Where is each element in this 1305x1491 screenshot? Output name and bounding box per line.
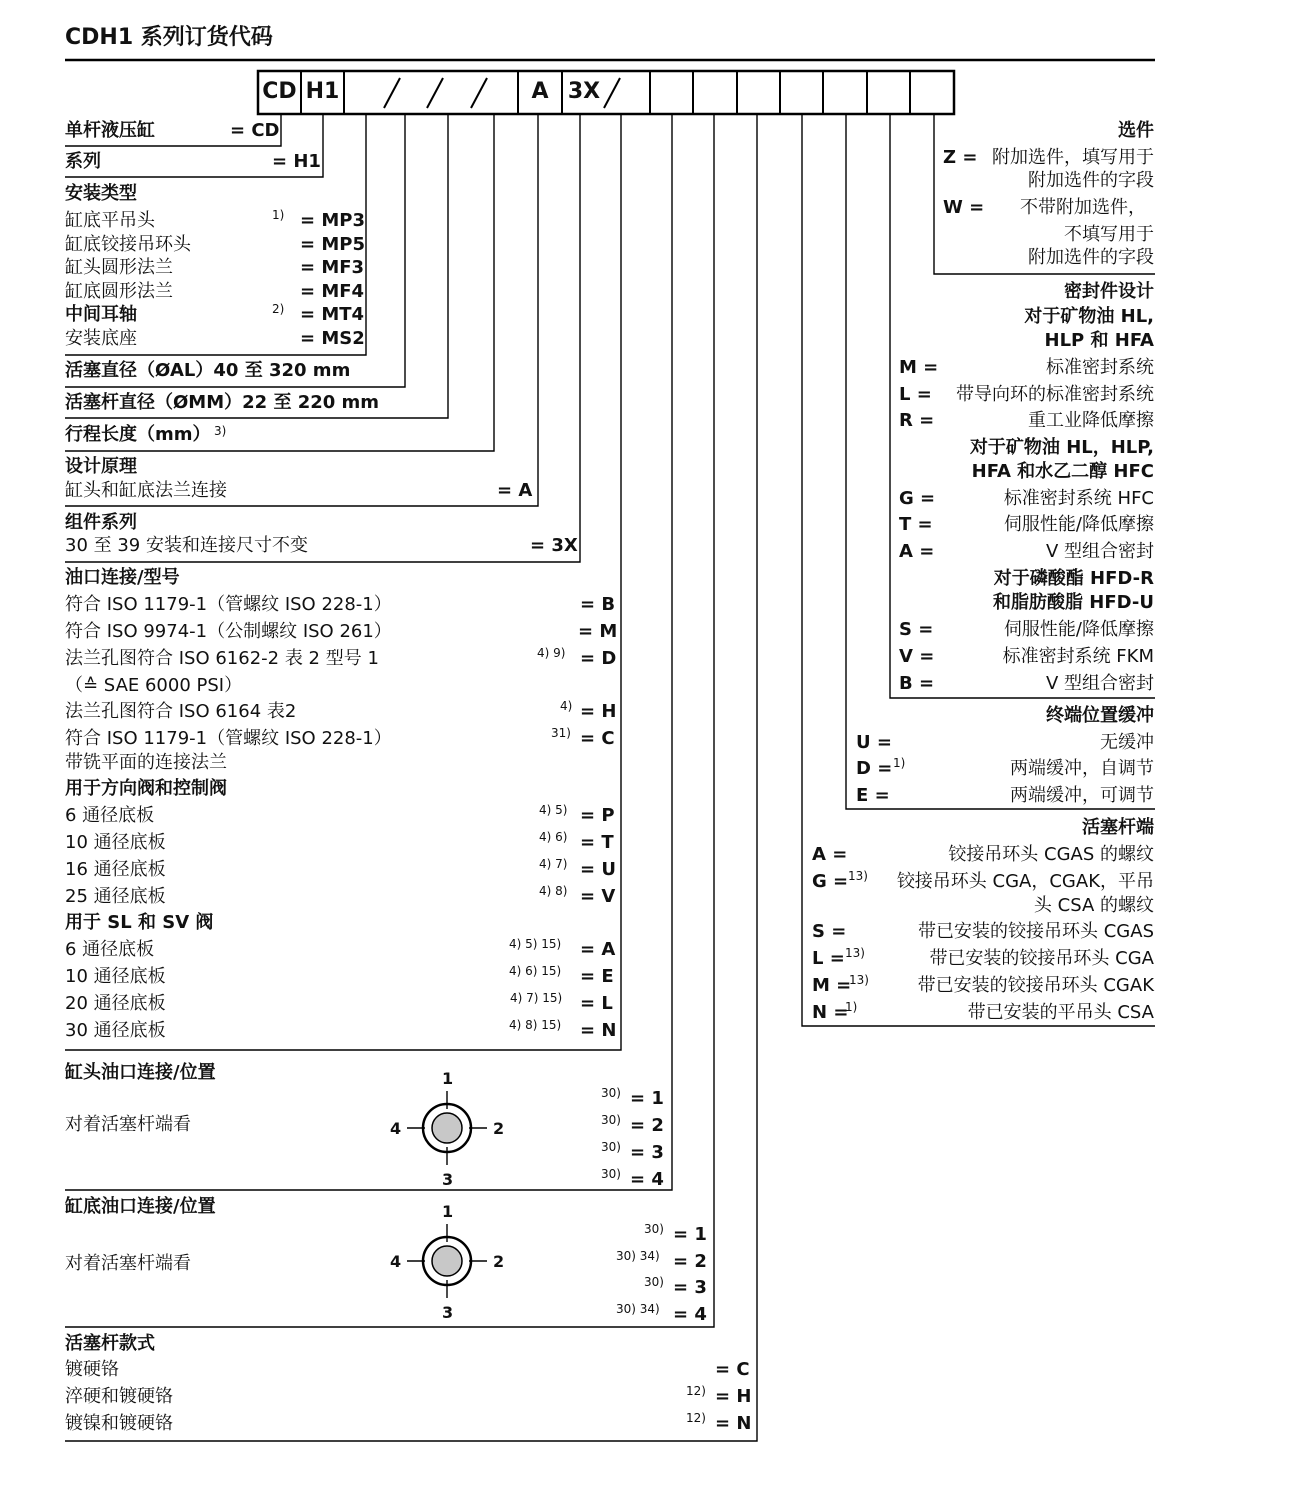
mounting-heading: 安装类型	[65, 183, 137, 204]
rod-end-code: S =	[812, 921, 847, 942]
seal-sub-heading: 对于矿物油 HL,	[1024, 306, 1154, 327]
rod-end-code: A =	[812, 844, 848, 865]
component-label: 30 至 39 安装和连接尺寸不变	[65, 535, 308, 556]
ports-code: = M	[578, 621, 618, 642]
seal-text: 重工业降低摩擦	[1028, 410, 1154, 431]
option-w-text: 附加选件的字段	[1028, 247, 1154, 268]
cushion-note: 1)	[893, 756, 906, 770]
mounting-label: 安装底座	[65, 328, 137, 349]
seal-text: 标准密封系统 FKM	[1002, 646, 1154, 667]
rod-version-code: = H	[715, 1386, 752, 1407]
mounting-code: = MP5	[300, 234, 365, 255]
base-port-position-2: 2	[493, 1252, 505, 1271]
rod-version-label: 淬硬和镀硬铬	[65, 1386, 173, 1407]
seal-code: L =	[899, 384, 932, 405]
head-port-position-4: 4	[390, 1119, 402, 1138]
head-port-code: = 4	[630, 1169, 664, 1190]
rod-end-note: 1)	[845, 1000, 858, 1014]
ports-code: = E	[580, 966, 614, 987]
ports-label: 符合 ISO 1179-1（管螺纹 ISO 228-1）	[65, 728, 392, 749]
mounting-code: = MF3	[300, 257, 365, 278]
seal-code: G =	[899, 488, 936, 509]
ports-label: 法兰孔图符合 ISO 6164 表2	[65, 701, 297, 722]
piston-diameter: 活塞直径（ØAL）40 至 320 mm	[65, 360, 351, 381]
head-port-position-3: 3	[442, 1170, 454, 1189]
ports-label: 6 通径底板	[65, 805, 155, 826]
ports-code: = A	[580, 939, 616, 960]
seal-code: T =	[899, 514, 933, 535]
seal-code: V =	[899, 646, 935, 667]
single-rod-label: 单杆液压缸	[65, 120, 155, 141]
option-z-text: 附加选件，填写用于	[992, 147, 1154, 168]
seal-text: 标准密封系统 HFC	[1003, 488, 1154, 509]
base-port-heading: 缸底油口连接/位置	[65, 1196, 216, 1217]
mounting-note: 2)	[272, 302, 285, 316]
seal-code: M =	[899, 357, 939, 378]
ports-label: 16 通径底板	[65, 859, 166, 880]
ports-note: 4) 6) 15)	[509, 964, 562, 978]
base-port-code: = 1	[673, 1224, 707, 1245]
mounting-label: 中间耳轴	[65, 304, 137, 325]
ports-note: 4) 5) 15)	[509, 937, 562, 951]
option-w-text: 不带附加选件，	[1020, 197, 1146, 218]
base-port-position-4: 4	[390, 1252, 402, 1271]
base-port-note: 30)	[644, 1275, 664, 1289]
mounting-code: = MS2	[300, 328, 365, 349]
rod-diameter: 活塞杆直径（ØMM）22 至 220 mm	[65, 392, 380, 413]
base-port-code: = 2	[673, 1251, 707, 1272]
seal-code: R =	[899, 410, 935, 431]
rod-version-note: 12)	[686, 1384, 706, 1398]
seal-sub-heading: 对于矿物油 HL，HLP,	[969, 437, 1154, 458]
head-port-note: 30)	[601, 1086, 621, 1100]
ports-label: 25 通径底板	[65, 886, 166, 907]
ports-label: 符合 ISO 1179-1（管螺纹 ISO 228-1）	[65, 594, 392, 615]
rod-end-text: 带已安装的铰接吊环头 CGAS	[918, 921, 1154, 942]
seal-sub-heading: HFA 和水乙二醇 HFC	[971, 461, 1154, 482]
seal-text: 标准密封系统	[1046, 357, 1154, 378]
head-port-position-2: 2	[493, 1119, 505, 1138]
ports-label: 符合 ISO 9974-1（公制螺纹 ISO 261）	[65, 621, 392, 642]
rod-end-text: 头 CSA 的螺纹	[1033, 895, 1154, 916]
ports-label: （≙ SAE 6000 PSI）	[65, 675, 243, 696]
ports-code: = B	[580, 594, 616, 615]
head-port-code: = 1	[630, 1088, 664, 1109]
head-port-position-1: 1	[442, 1069, 454, 1088]
cushion-code: E =	[856, 785, 890, 806]
option-w-code: W =	[943, 197, 985, 218]
code-cell-cd: CD	[262, 79, 297, 104]
ports-label: 法兰孔图符合 ISO 6162-2 表 2 型号 1	[65, 648, 379, 669]
mounting-label: 缸底平吊头	[65, 210, 155, 231]
ports-note: 4) 5)	[539, 803, 568, 817]
stroke-length: 行程长度（mm）	[65, 424, 211, 445]
rod-end-code: L =	[812, 948, 845, 969]
base-port-position-1: 1	[442, 1202, 454, 1221]
seal-sub-heading: 和脂肪酸脂 HFD-U	[993, 592, 1154, 613]
series-code: = H1	[272, 151, 321, 172]
mounting-code: = MP3	[300, 210, 365, 231]
rod-end-note: 13)	[849, 973, 869, 987]
ports-code: = H	[580, 701, 617, 722]
ports-note: 4)	[560, 699, 573, 713]
options-heading: 选件	[1118, 120, 1154, 141]
option-z-code: Z =	[943, 147, 978, 168]
single-rod-code: = CD	[230, 120, 280, 141]
seal-sub-heading: HLP 和 HFA	[1044, 330, 1154, 351]
design-code: = A	[497, 480, 533, 501]
ports-label: 30 通径底板	[65, 1020, 166, 1041]
rod-version-label: 镀镍和镀硬铬	[65, 1413, 173, 1434]
stroke-note: 3)	[214, 424, 227, 438]
base-port-note: 30)	[644, 1222, 664, 1236]
seal-text: 伺服性能/降低摩擦	[1003, 514, 1154, 535]
rod-end-text: 带已安装的铰接吊环头 CGA	[929, 948, 1154, 969]
rod-version-code: = N	[715, 1413, 752, 1434]
mounting-label: 缸头圆形法兰	[65, 257, 173, 278]
mounting-note: 1)	[272, 208, 285, 222]
ports-code: = C	[580, 728, 615, 749]
seal-code: B =	[899, 673, 935, 694]
ports-code: = N	[580, 1020, 617, 1041]
rod-version-heading: 活塞杆款式	[65, 1333, 155, 1354]
cushion-heading: 终端位置缓冲	[1046, 705, 1154, 726]
cushion-text: 两端缓冲，可调节	[1010, 785, 1154, 806]
head-port-code: = 2	[630, 1115, 664, 1136]
mounting-code: = MF4	[300, 281, 365, 302]
ports-code: = U	[580, 859, 616, 880]
base-port-code: = 4	[673, 1304, 707, 1325]
rod-version-code: = C	[715, 1359, 750, 1380]
design-label: 缸头和缸底法兰连接	[65, 480, 227, 501]
seal-code: A =	[899, 541, 935, 562]
ports-label: 10 通径底板	[65, 966, 166, 987]
cushion-text: 两端缓冲，自调节	[1010, 758, 1154, 779]
option-z-text: 附加选件的字段	[1028, 170, 1154, 191]
ports-sub-heading: 用于 SL 和 SV 阀	[65, 912, 214, 933]
mounting-code: = MT4	[300, 304, 365, 325]
rod-end-text: 铰接吊环头 CGA，CGAK，平吊	[896, 871, 1154, 892]
rod-version-note: 12)	[686, 1411, 706, 1425]
ports-note: 31)	[551, 726, 571, 740]
seal-text: 伺服性能/降低摩擦	[1003, 619, 1154, 640]
rod-end-code: N =	[812, 1002, 849, 1023]
seal-text: V 型组合密封	[1045, 541, 1154, 562]
seal-text: 带导向环的标准密封系统	[956, 384, 1154, 405]
base-port-code: = 3	[673, 1277, 707, 1298]
rod-end-code: M =	[812, 975, 852, 996]
option-w-text: 不填写用于	[1064, 224, 1154, 245]
head-port-view: 对着活塞杆端看	[65, 1114, 191, 1135]
base-port-note: 30) 34)	[616, 1302, 660, 1316]
base-port-view: 对着活塞杆端看	[65, 1253, 191, 1274]
ports-code: = P	[580, 805, 615, 826]
rod-version-label: 镀硬铬	[65, 1359, 119, 1380]
seal-code: S =	[899, 619, 934, 640]
ports-label: 6 通径底板	[65, 939, 155, 960]
base-port-position-3: 3	[442, 1303, 454, 1322]
rod-end-text: 带已安装的铰接吊环头 CGAK	[917, 975, 1154, 996]
rod-end-text: 带已安装的平吊头 CSA	[967, 1002, 1154, 1023]
code-cell-h1: H1	[305, 79, 340, 104]
ports-code: = V	[580, 886, 616, 907]
head-port-heading: 缸头油口连接/位置	[65, 1062, 216, 1083]
seal-text: V 型组合密封	[1045, 673, 1154, 694]
rod-end-heading: 活塞杆端	[1082, 817, 1154, 838]
ports-note: 4) 7)	[539, 857, 568, 871]
code-cell-3x: 3X	[567, 79, 601, 104]
cushion-text: 无缓冲	[1100, 732, 1154, 753]
ports-code: = D	[580, 648, 617, 669]
rod-end-code: G =	[812, 871, 849, 892]
seal-heading: 密封件设计	[1064, 281, 1154, 302]
series-label: 系列	[65, 151, 101, 172]
head-port-code: = 3	[630, 1142, 664, 1163]
base-port-note: 30) 34)	[616, 1249, 660, 1263]
ports-code: = L	[580, 993, 613, 1014]
design-heading: 设计原理	[65, 456, 137, 477]
head-port-note: 30)	[601, 1140, 621, 1154]
ports-label: 20 通径底板	[65, 993, 166, 1014]
page-title: CDH1 系列订货代码	[65, 25, 273, 50]
ports-code: = T	[580, 832, 614, 853]
component-code: = 3X	[530, 535, 578, 556]
code-cell-a: A	[531, 79, 549, 104]
ports-note: 4) 6)	[539, 830, 568, 844]
ports-note: 4) 8)	[539, 884, 568, 898]
ports-note: 4) 9)	[537, 646, 566, 660]
rod-end-note: 13)	[845, 946, 865, 960]
head-port-note: 30)	[601, 1113, 621, 1127]
ports-note: 4) 7) 15)	[510, 991, 563, 1005]
cushion-code: U =	[856, 732, 892, 753]
mounting-label: 缸底铰接吊环头	[65, 234, 191, 255]
ports-label: 带铣平面的连接法兰	[65, 752, 227, 773]
seal-sub-heading: 对于磷酸酯 HFD-R	[993, 568, 1154, 589]
ports-sub-heading: 用于方向阀和控制阀	[65, 778, 227, 799]
rod-end-text: 铰接吊环头 CGAS 的螺纹	[948, 844, 1154, 865]
ports-label: 10 通径底板	[65, 832, 166, 853]
ports-note: 4) 8) 15)	[509, 1018, 562, 1032]
cushion-code: D =	[856, 758, 893, 779]
mounting-label: 缸底圆形法兰	[65, 281, 173, 302]
component-heading: 组件系列	[65, 512, 137, 533]
rod-end-note: 13)	[848, 869, 868, 883]
ports-heading: 油口连接/型号	[65, 567, 180, 588]
head-port-note: 30)	[601, 1167, 621, 1181]
